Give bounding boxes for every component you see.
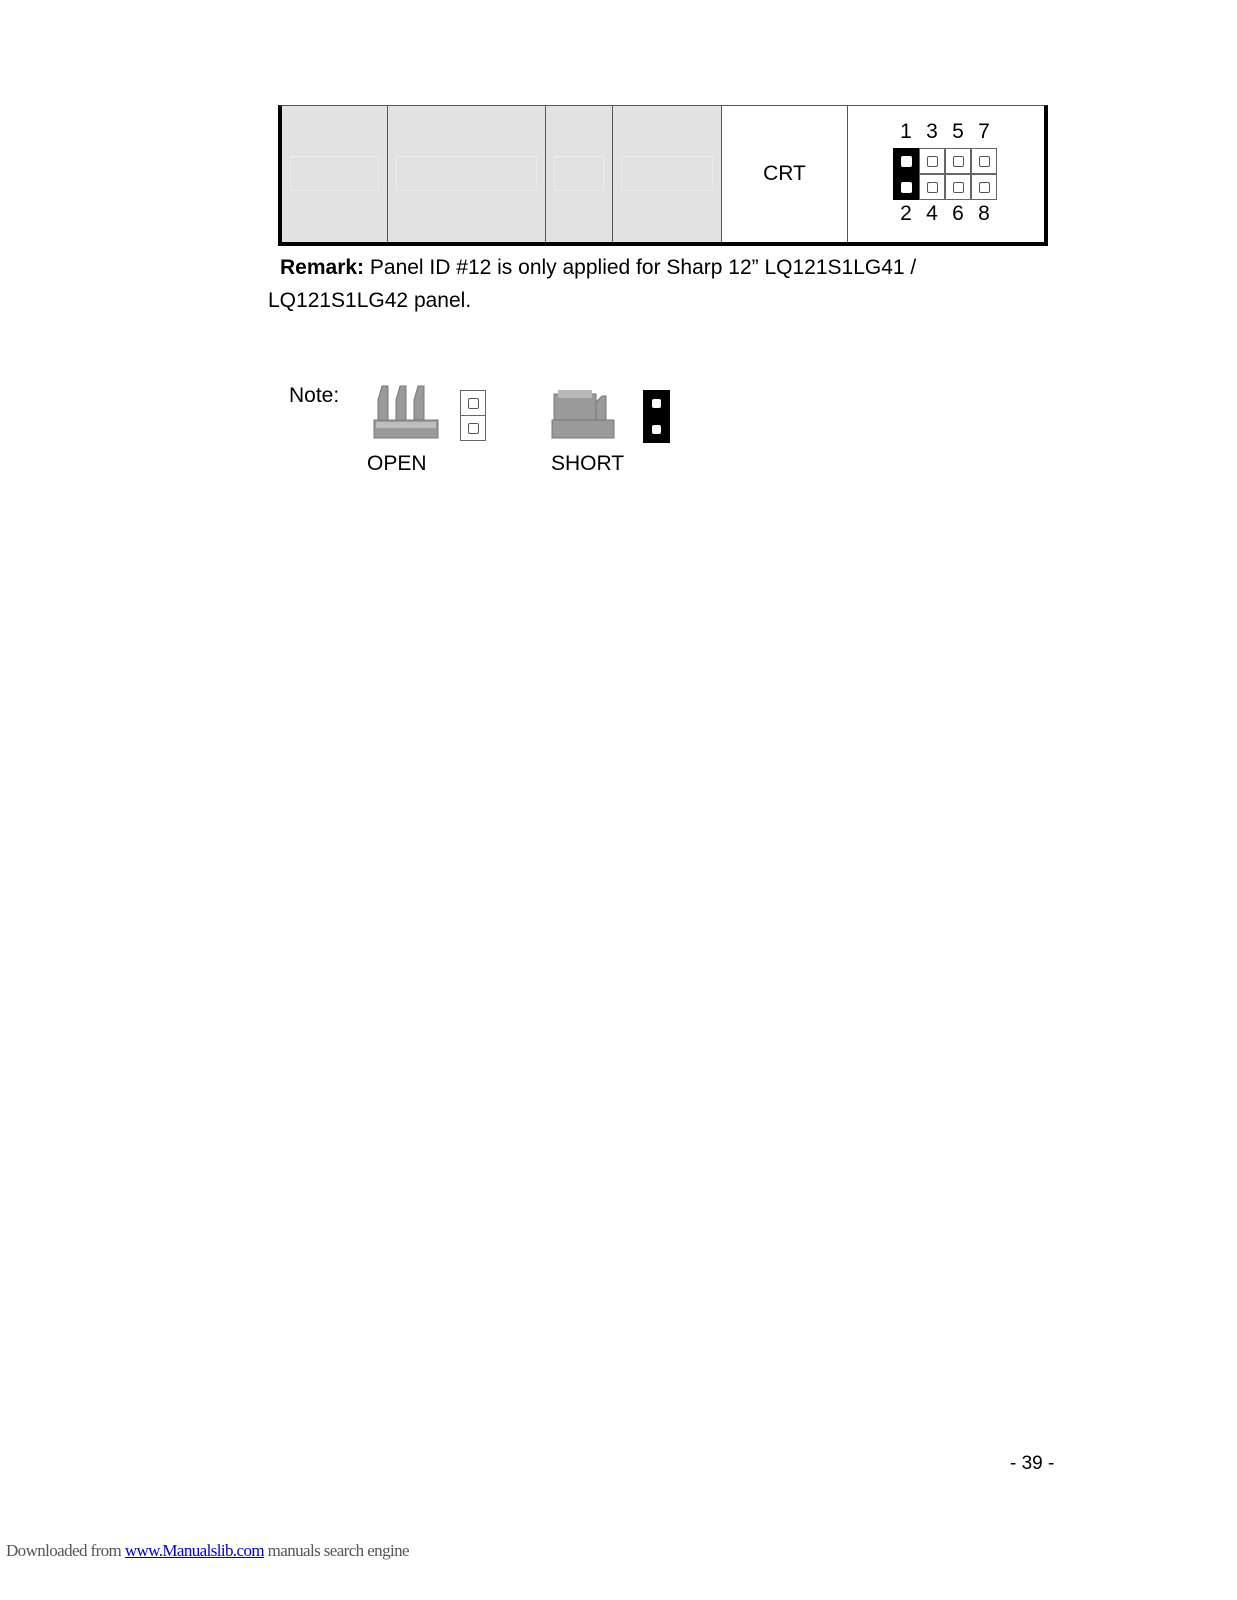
pin-short [893,148,919,174]
pin-open [460,415,486,441]
open-label: OPEN [367,452,427,475]
pin-label: 6 [952,202,964,225]
open-jumper-symbol [460,390,486,441]
pin-open [460,390,486,416]
jumper-diagram [893,120,1001,226]
short-label: SHORT [551,452,625,475]
remark-line-1 [280,251,980,284]
panel-id-table-row [278,105,1048,246]
table-cell-empty [282,106,388,242]
pin-open [919,174,945,200]
pin-label: 1 [900,120,912,143]
jumper-bottom-labels [893,202,1001,226]
pin-short [893,174,919,200]
pin-label: 3 [926,120,938,143]
pin-label: 5 [952,120,964,143]
remark-label: Remark: [280,256,365,279]
mode-label: CRT [763,162,806,185]
jumper-top-labels [893,120,1001,144]
pin-open [971,174,997,200]
table-cell-jumper [848,106,1044,242]
pin-open [945,148,971,174]
pin-label: 4 [926,202,938,225]
page-number: - 39 - [1010,1453,1055,1474]
remark-line-2: LQ121S1LG42 panel. [268,289,472,312]
pin-open [919,148,945,174]
pin-label: 7 [978,120,990,143]
download-footer [6,1541,409,1561]
remark-text: Panel ID #12 is only applied for Sharp 12” LQ121S1LG41 / [369,256,917,279]
short-jumper-icon [550,386,618,440]
pin-open [971,148,997,174]
open-jumper-icon [372,382,442,440]
pin-label: 2 [900,202,912,225]
note-label: Note: [289,384,340,407]
download-prefix: Downloaded from [6,1541,122,1560]
table-cell-empty [546,106,613,242]
short-jumper-symbol [643,390,670,443]
pin-open [945,174,971,200]
jumper-pin-grid [893,148,1001,200]
table-cell-empty [613,106,722,242]
pin-label: 8 [978,202,990,225]
manualslib-link[interactable]: www.Manualslib.com [124,1541,265,1560]
table-cell-empty [388,106,546,242]
download-suffix: manuals search engine [264,1541,409,1560]
table-cell-mode [722,106,848,242]
